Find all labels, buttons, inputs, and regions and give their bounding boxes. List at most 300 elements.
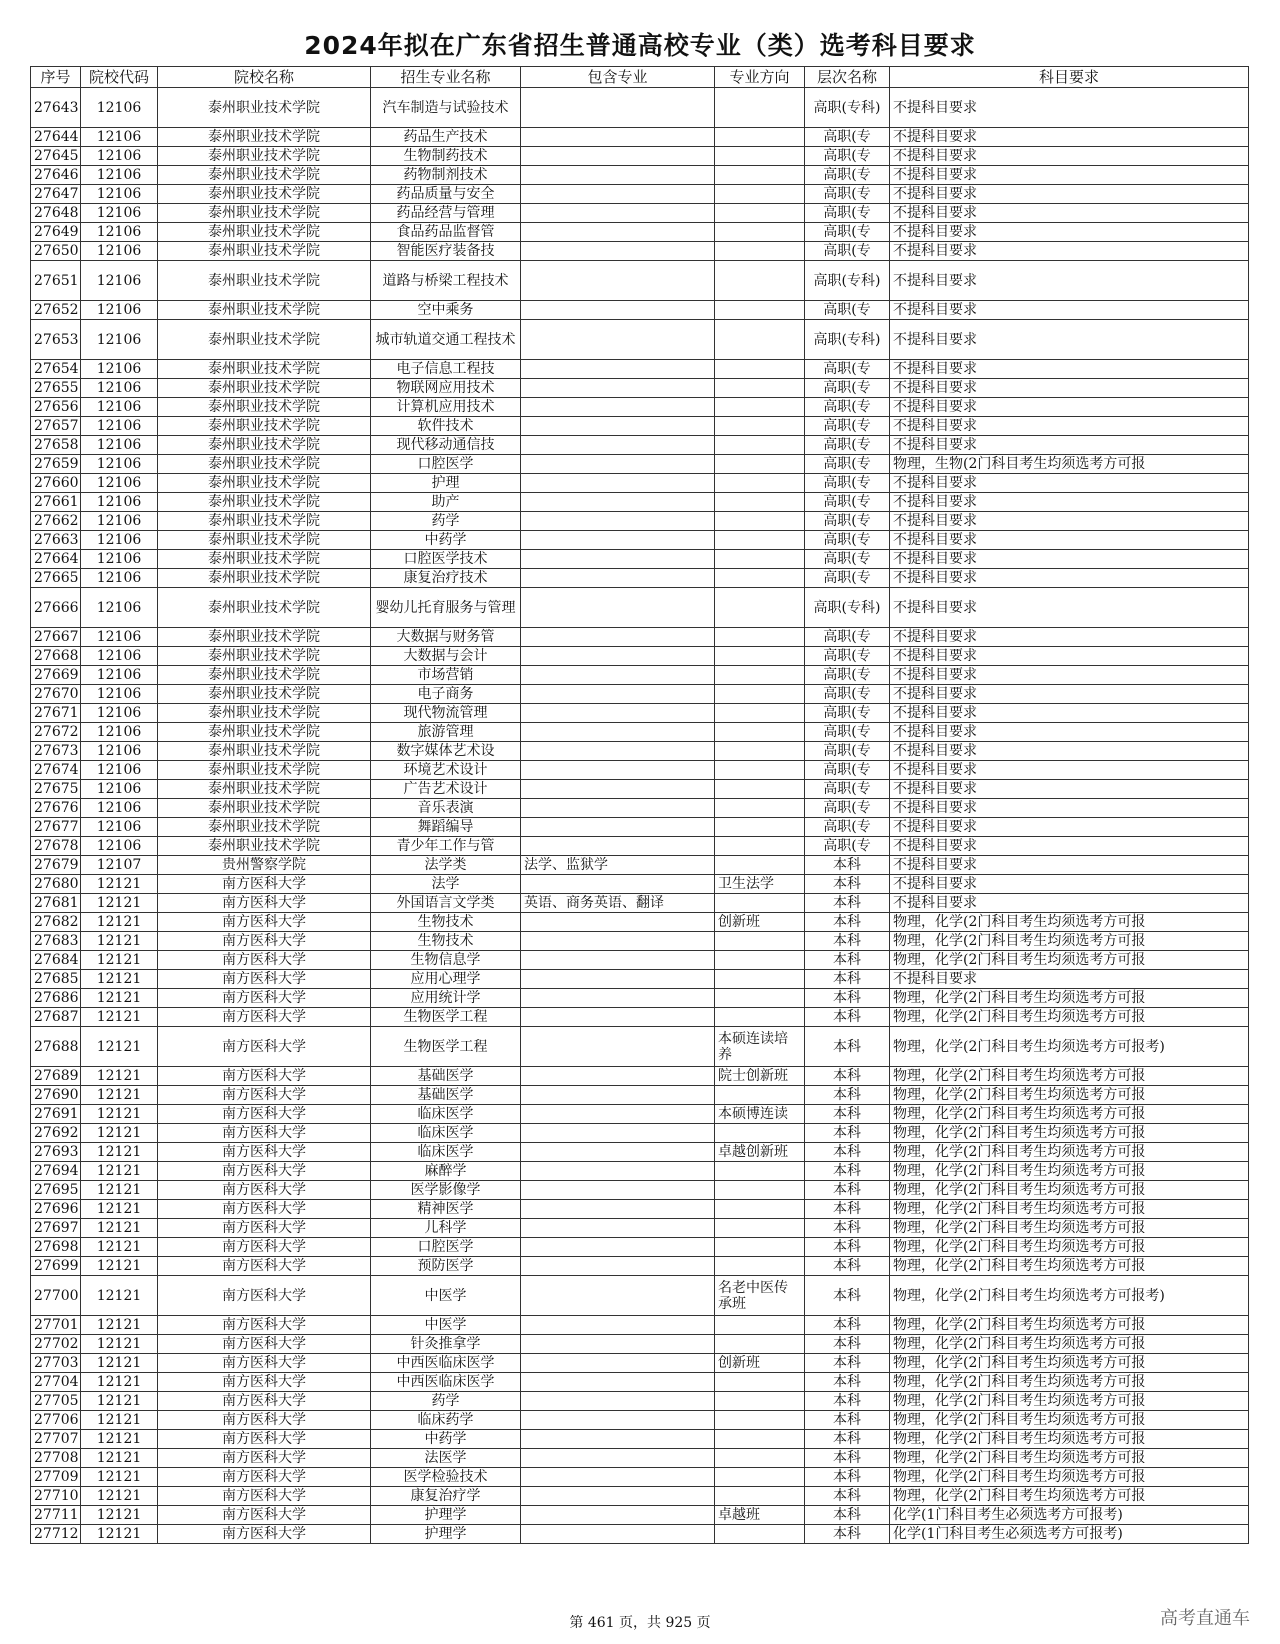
cell-seq: 27691 [31,1105,81,1124]
cell-subject-requirement: 物理，化学(2门科目考生均须选考方可报 [890,1316,1249,1335]
cell-school-code: 12106 [81,685,158,704]
cell-level: 本科 [805,1373,890,1392]
cell-level: 高职(专 [805,550,890,569]
cell-level: 高职(专 [805,799,890,818]
cell-seq: 27651 [31,261,81,301]
cell-major-name: 婴幼儿托育服务与管理 [371,588,521,628]
cell-major-name: 中医学 [371,1316,521,1335]
cell-seq: 27708 [31,1449,81,1468]
table-row [31,531,1249,550]
table-header-row [31,67,1249,88]
cell-level: 本科 [805,875,890,894]
cell-included-majors [521,1124,715,1143]
cell-level: 高职(专 [805,242,890,261]
cell-school-code: 12107 [81,856,158,875]
cell-school-name: 泰州职业技术学院 [158,742,371,761]
cell-included-majors [521,704,715,723]
cell-seq: 27686 [31,989,81,1008]
cell-included-majors [521,436,715,455]
cell-major-name: 康复治疗学 [371,1487,521,1506]
cell-seq: 27696 [31,1200,81,1219]
cell-school-name: 南方医科大学 [158,1219,371,1238]
cell-subject-requirement: 不提科目要求 [890,569,1249,588]
cell-direction [715,647,805,666]
cell-major-name: 现代移动通信技 [371,436,521,455]
cell-seq: 27657 [31,417,81,436]
cell-included-majors [521,1506,715,1525]
table-row [31,455,1249,474]
cell-school-name: 南方医科大学 [158,1162,371,1181]
table-row [31,185,1249,204]
cell-direction [715,742,805,761]
cell-included-majors [521,1276,715,1316]
cell-seq: 27661 [31,493,81,512]
cell-seq: 27656 [31,398,81,417]
cell-level: 本科 [805,1506,890,1525]
cell-included-majors [521,417,715,436]
cell-subject-requirement: 化学(1门科目考生必须选考方可报考) [890,1506,1249,1525]
cell-direction [715,1008,805,1027]
cell-included-majors [521,185,715,204]
cell-subject-requirement: 物理，化学(2门科目考生均须选考方可报考) [890,1276,1249,1316]
cell-school-code: 12106 [81,666,158,685]
cell-level: 高职(专 [805,185,890,204]
cell-school-code: 12121 [81,1354,158,1373]
cell-major-name: 临床医学 [371,1124,521,1143]
table-row [31,588,1249,628]
cell-school-code: 12121 [81,1316,158,1335]
cell-school-code: 12121 [81,1143,158,1162]
table-row [31,837,1249,856]
cell-subject-requirement: 不提科目要求 [890,185,1249,204]
cell-seq: 27702 [31,1335,81,1354]
cell-seq: 27653 [31,320,81,360]
cell-major-name: 中医学 [371,1276,521,1316]
cell-included-majors [521,1162,715,1181]
cell-subject-requirement: 不提科目要求 [890,360,1249,379]
cell-direction [715,723,805,742]
cell-level: 高职(专 [805,360,890,379]
table-row [31,1219,1249,1238]
cell-included-majors [521,550,715,569]
cell-level: 高职(专 [805,742,890,761]
cell-school-code: 12121 [81,970,158,989]
cell-direction [715,685,805,704]
page-title: 2024年拟在广东省招生普通高校专业（类）选考科目要求 [304,31,976,60]
cell-seq: 27660 [31,474,81,493]
cell-direction [715,588,805,628]
cell-school-name: 泰州职业技术学院 [158,128,371,147]
cell-seq: 27648 [31,204,81,223]
cell-included-majors [521,1027,715,1067]
cell-subject-requirement: 不提科目要求 [890,320,1249,360]
cell-level: 高职(专 [805,474,890,493]
cell-school-name: 泰州职业技术学院 [158,261,371,301]
cell-school-name: 泰州职业技术学院 [158,360,371,379]
cell-direction: 卓越创新班 [715,1143,805,1162]
cell-direction [715,166,805,185]
cell-level: 本科 [805,1105,890,1124]
cell-seq: 27701 [31,1316,81,1335]
cell-level: 本科 [805,1487,890,1506]
cell-included-majors [521,837,715,856]
cell-level: 本科 [805,1449,890,1468]
cell-subject-requirement: 物理，化学(2门科目考生均须选考方可报 [890,1257,1249,1276]
cell-school-name: 泰州职业技术学院 [158,512,371,531]
cell-school-code: 12106 [81,223,158,242]
cell-subject-requirement: 不提科目要求 [890,818,1249,837]
cell-included-majors [521,723,715,742]
column-header: 招生专业名称 [371,67,521,88]
table-row [31,223,1249,242]
cell-subject-requirement: 物理，化学(2门科目考生均须选考方可报 [890,1181,1249,1200]
column-header: 层次名称 [805,67,890,88]
cell-level: 高职(专 [805,569,890,588]
cell-direction [715,531,805,550]
cell-direction [715,1411,805,1430]
cell-school-name: 南方医科大学 [158,1257,371,1276]
cell-school-name: 泰州职业技术学院 [158,379,371,398]
cell-school-name: 泰州职业技术学院 [158,837,371,856]
cell-school-code: 12106 [81,166,158,185]
cell-school-code: 12121 [81,1105,158,1124]
cell-school-name: 南方医科大学 [158,875,371,894]
cell-school-name: 南方医科大学 [158,1086,371,1105]
cell-school-code: 12106 [81,837,158,856]
cell-direction [715,1316,805,1335]
cell-major-name: 现代物流管理 [371,704,521,723]
cell-school-name: 南方医科大学 [158,1468,371,1487]
cell-direction [715,455,805,474]
cell-major-name: 临床医学 [371,1105,521,1124]
cell-subject-requirement: 物理，化学(2门科目考生均须选考方可报 [890,1487,1249,1506]
cell-school-code: 12121 [81,913,158,932]
cell-major-name: 生物医学工程 [371,1008,521,1027]
cell-major-name: 数字媒体艺术设 [371,742,521,761]
cell-level: 高职(专 [805,493,890,512]
cell-subject-requirement: 物理，化学(2门科目考生均须选考方可报 [890,1449,1249,1468]
cell-school-name: 南方医科大学 [158,1506,371,1525]
cell-subject-requirement: 不提科目要求 [890,970,1249,989]
cell-seq: 27644 [31,128,81,147]
cell-seq: 27707 [31,1430,81,1449]
cell-subject-requirement: 不提科目要求 [890,242,1249,261]
cell-included-majors [521,1086,715,1105]
cell-school-name: 南方医科大学 [158,1411,371,1430]
table-body [31,88,1249,1544]
cell-direction: 创新班 [715,1354,805,1373]
table-row [31,989,1249,1008]
cell-level: 高职(专 [805,512,890,531]
cell-included-majors [521,875,715,894]
cell-major-name: 康复治疗技术 [371,569,521,588]
cell-subject-requirement: 物理，化学(2门科目考生均须选考方可报 [890,1200,1249,1219]
cell-subject-requirement: 物理，生物(2门科目考生均须选考方可报 [890,455,1249,474]
cell-direction [715,379,805,398]
requirements-table [30,66,1249,1544]
cell-level: 高职(专 [805,780,890,799]
table-row [31,1525,1249,1544]
table-row [31,1200,1249,1219]
cell-included-majors [521,1487,715,1506]
cell-subject-requirement: 不提科目要求 [890,128,1249,147]
cell-included-majors [521,1411,715,1430]
table-row [31,951,1249,970]
cell-major-name: 药品经营与管理 [371,204,521,223]
cell-school-code: 12106 [81,398,158,417]
cell-school-code: 12121 [81,894,158,913]
cell-direction: 创新班 [715,913,805,932]
cell-school-name: 泰州职业技术学院 [158,436,371,455]
cell-direction [715,128,805,147]
cell-included-majors [521,128,715,147]
cell-level: 本科 [805,1124,890,1143]
cell-major-name: 助产 [371,493,521,512]
cell-major-name: 舞蹈编导 [371,818,521,837]
cell-major-name: 药学 [371,512,521,531]
cell-major-name: 旅游管理 [371,723,521,742]
cell-major-name: 生物技术 [371,913,521,932]
table-row [31,685,1249,704]
cell-seq: 27685 [31,970,81,989]
cell-seq: 27684 [31,951,81,970]
cell-direction [715,1525,805,1544]
cell-level: 高职(专 [805,204,890,223]
cell-subject-requirement: 不提科目要求 [890,223,1249,242]
cell-major-name: 药品生产技术 [371,128,521,147]
cell-level: 本科 [805,1525,890,1544]
table-row [31,1276,1249,1316]
cell-included-majors [521,242,715,261]
column-header: 包含专业 [521,67,715,88]
cell-seq: 27688 [31,1027,81,1067]
cell-subject-requirement: 物理，化学(2门科目考生均须选考方可报 [890,1162,1249,1181]
cell-school-name: 南方医科大学 [158,1105,371,1124]
cell-direction [715,1335,805,1354]
cell-school-name: 南方医科大学 [158,894,371,913]
table-row [31,474,1249,493]
cell-subject-requirement: 不提科目要求 [890,474,1249,493]
table-row [31,360,1249,379]
cell-level: 本科 [805,1354,890,1373]
table-row [31,550,1249,569]
table-row [31,1067,1249,1086]
cell-direction [715,360,805,379]
cell-major-name: 基础医学 [371,1067,521,1086]
cell-school-name: 泰州职业技术学院 [158,550,371,569]
cell-school-name: 南方医科大学 [158,970,371,989]
cell-subject-requirement: 不提科目要求 [890,647,1249,666]
cell-school-code: 12106 [81,512,158,531]
cell-seq: 27673 [31,742,81,761]
cell-major-name: 大数据与会计 [371,647,521,666]
table-row [31,436,1249,455]
cell-included-majors [521,379,715,398]
cell-direction [715,261,805,301]
cell-level: 本科 [805,970,890,989]
cell-included-majors [521,474,715,493]
cell-school-code: 12106 [81,436,158,455]
cell-level: 本科 [805,1027,890,1067]
cell-major-name: 护理学 [371,1506,521,1525]
cell-included-majors [521,1430,715,1449]
cell-level: 高职(专 [805,531,890,550]
table-row [31,1027,1249,1067]
cell-school-name: 南方医科大学 [158,1238,371,1257]
cell-subject-requirement: 物理，化学(2门科目考生均须选考方可报 [890,989,1249,1008]
cell-direction [715,1181,805,1200]
cell-seq: 27712 [31,1525,81,1544]
cell-included-majors [521,1067,715,1086]
column-header: 序号 [31,67,81,88]
cell-school-code: 12121 [81,1487,158,1506]
cell-included-majors [521,780,715,799]
cell-level: 高职(专 [805,455,890,474]
cell-level: 本科 [805,989,890,1008]
cell-level: 本科 [805,1335,890,1354]
cell-seq: 27700 [31,1276,81,1316]
table-row [31,628,1249,647]
cell-school-code: 12106 [81,261,158,301]
cell-school-code: 12106 [81,742,158,761]
cell-level: 高职(专科) [805,320,890,360]
cell-seq: 27672 [31,723,81,742]
cell-direction: 卓越班 [715,1506,805,1525]
table-row [31,1162,1249,1181]
cell-included-majors [521,261,715,301]
cell-included-majors [521,1449,715,1468]
cell-subject-requirement: 物理，化学(2门科目考生均须选考方可报 [890,932,1249,951]
cell-subject-requirement: 物理，化学(2门科目考生均须选考方可报 [890,1105,1249,1124]
cell-major-name: 儿科学 [371,1219,521,1238]
cell-seq: 27676 [31,799,81,818]
table-row [31,493,1249,512]
cell-school-name: 泰州职业技术学院 [158,531,371,550]
cell-included-majors [521,493,715,512]
cell-included-majors [521,1143,715,1162]
cell-school-code: 12106 [81,204,158,223]
cell-major-name: 中药学 [371,531,521,550]
cell-seq: 27709 [31,1468,81,1487]
cell-school-code: 12106 [81,493,158,512]
cell-subject-requirement: 不提科目要求 [890,894,1249,913]
cell-level: 本科 [805,1086,890,1105]
cell-school-name: 南方医科大学 [158,1373,371,1392]
cell-seq: 27681 [31,894,81,913]
cell-school-code: 12121 [81,1027,158,1067]
cell-seq: 27645 [31,147,81,166]
cell-subject-requirement: 物理，化学(2门科目考生均须选考方可报 [890,1124,1249,1143]
table-row [31,799,1249,818]
cell-major-name: 外国语言文学类 [371,894,521,913]
cell-subject-requirement: 不提科目要求 [890,204,1249,223]
cell-school-code: 12106 [81,723,158,742]
cell-seq: 27669 [31,666,81,685]
cell-direction [715,242,805,261]
cell-direction [715,894,805,913]
cell-direction [715,989,805,1008]
cell-school-name: 南方医科大学 [158,1354,371,1373]
cell-major-name: 中药学 [371,1430,521,1449]
table-row [31,970,1249,989]
cell-major-name: 口腔医学 [371,455,521,474]
cell-school-name: 泰州职业技术学院 [158,417,371,436]
cell-included-majors [521,301,715,320]
cell-level: 本科 [805,932,890,951]
cell-included-majors [521,1373,715,1392]
cell-school-code: 12121 [81,1086,158,1105]
table-row [31,320,1249,360]
cell-school-name: 泰州职业技术学院 [158,723,371,742]
cell-major-name: 青少年工作与管 [371,837,521,856]
cell-major-name: 法学 [371,875,521,894]
cell-direction [715,398,805,417]
cell-major-name: 广告艺术设计 [371,780,521,799]
cell-subject-requirement: 不提科目要求 [890,588,1249,628]
cell-school-code: 12106 [81,88,158,128]
cell-direction [715,1238,805,1257]
cell-direction [715,837,805,856]
table-row [31,1257,1249,1276]
brand-watermark: 高考直通车 [1160,1608,1250,1629]
table-row [31,875,1249,894]
cell-seq: 27658 [31,436,81,455]
table-row [31,1373,1249,1392]
cell-included-majors: 法学、监狱学 [521,856,715,875]
cell-direction: 院士创新班 [715,1067,805,1086]
cell-subject-requirement: 不提科目要求 [890,685,1249,704]
cell-subject-requirement: 不提科目要求 [890,531,1249,550]
cell-level: 高职(专 [805,147,890,166]
cell-direction [715,88,805,128]
cell-school-code: 12121 [81,1335,158,1354]
cell-major-name: 法学类 [371,856,521,875]
cell-direction [715,951,805,970]
cell-school-name: 泰州职业技术学院 [158,588,371,628]
cell-included-majors [521,1181,715,1200]
cell-school-code: 12121 [81,1373,158,1392]
cell-school-name: 泰州职业技术学院 [158,628,371,647]
cell-seq: 27671 [31,704,81,723]
cell-major-name: 市场营销 [371,666,521,685]
cell-school-code: 12106 [81,818,158,837]
cell-level: 本科 [805,1392,890,1411]
cell-direction [715,1200,805,1219]
table-row [31,88,1249,128]
cell-subject-requirement: 不提科目要求 [890,398,1249,417]
cell-level: 本科 [805,1430,890,1449]
cell-subject-requirement: 不提科目要求 [890,166,1249,185]
cell-seq: 27704 [31,1373,81,1392]
cell-school-name: 泰州职业技术学院 [158,301,371,320]
cell-school-name: 泰州职业技术学院 [158,647,371,666]
cell-seq: 27682 [31,913,81,932]
cell-school-code: 12106 [81,569,158,588]
cell-direction [715,569,805,588]
cell-major-name: 法医学 [371,1449,521,1468]
cell-subject-requirement: 物理，化学(2门科目考生均须选考方可报 [890,1354,1249,1373]
cell-major-name: 生物医学工程 [371,1027,521,1067]
cell-level: 高职(专科) [805,88,890,128]
cell-school-code: 12106 [81,799,158,818]
cell-major-name: 药学 [371,1392,521,1411]
table-row [31,932,1249,951]
table-row [31,1468,1249,1487]
cell-level: 高职(专 [805,417,890,436]
cell-included-majors [521,166,715,185]
cell-subject-requirement: 物理，化学(2门科目考生均须选考方可报 [890,1430,1249,1449]
cell-school-name: 泰州职业技术学院 [158,685,371,704]
